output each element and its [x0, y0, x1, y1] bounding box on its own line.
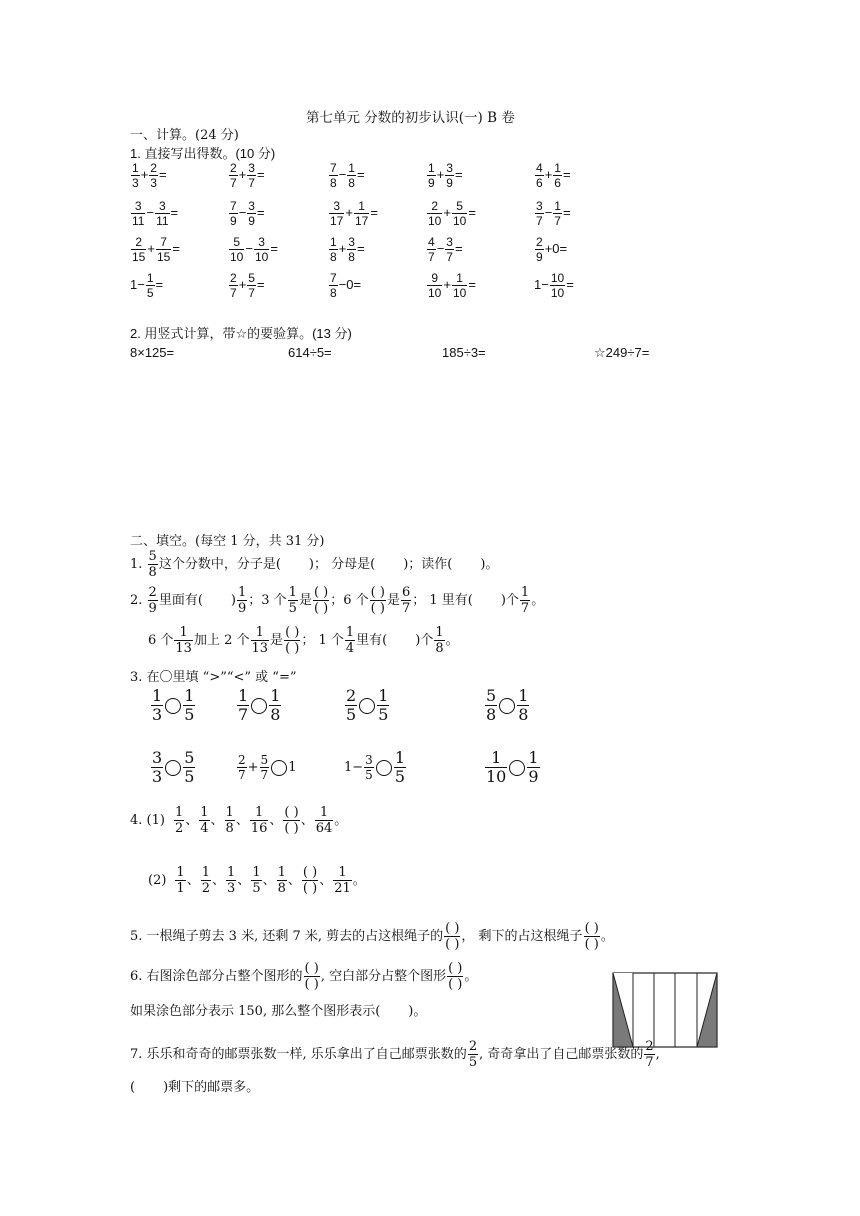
separator: 、 [237, 873, 251, 888]
fraction: $\frac{7}{9}$ [230, 199, 237, 228]
text: ； 1 里有( [412, 593, 473, 608]
vertical-calc-4: ☆249÷7= [594, 345, 650, 360]
equals: = [468, 204, 476, 220]
separator: 、 [319, 873, 333, 888]
operator: − [245, 240, 253, 256]
blank-fraction[interactable]: ( ) ( ) [448, 961, 463, 992]
fraction: $\frac{3}{11}$ [132, 199, 145, 228]
fraction: $\frac{3}{10}$ [254, 235, 269, 264]
equals: = [158, 166, 167, 182]
compare-circle[interactable] [376, 760, 392, 776]
question-number: 4. (1) [130, 813, 165, 828]
calc-item [426, 272, 476, 299]
calc-item [534, 272, 574, 299]
calc-item [426, 200, 476, 227]
fraction: $\frac{3}{5}$ [365, 753, 373, 782]
calc-item [534, 162, 571, 189]
fraction: $\frac{1}{3}$ [132, 161, 139, 190]
calc-item [228, 236, 278, 263]
text: , [655, 1047, 660, 1062]
calc-item [328, 236, 365, 263]
equals: = [566, 276, 574, 292]
fraction: $\frac{1}{2}$ [201, 865, 210, 896]
compare-item [484, 750, 541, 785]
equals: = [170, 204, 179, 220]
section-2-heading: 二、填空。(每空 1 分，共 31 分) [130, 534, 325, 549]
equals: = [370, 204, 378, 220]
operator: 1− [534, 276, 549, 292]
text: 6 个 [148, 633, 174, 648]
fill-q1 [130, 550, 498, 579]
operator: + [443, 204, 451, 220]
section-1-heading: 一、计算。(24 分) [130, 128, 239, 143]
equals: = [356, 166, 365, 182]
separator: 、 [300, 813, 314, 828]
operator: 1− [130, 276, 145, 292]
text: ( [130, 1080, 136, 1095]
fraction: $\frac{1}{8}$ [330, 235, 337, 264]
separator: 、 [235, 813, 249, 828]
operator: − [146, 204, 155, 220]
compare-circle[interactable] [165, 760, 181, 776]
calc-item [534, 236, 567, 263]
fraction: $\frac{5}{7}$ [248, 271, 255, 300]
blank-fraction[interactable]: ( ) ( ) [313, 585, 329, 616]
shaded-figure [612, 972, 718, 1048]
equals: = [172, 240, 180, 256]
fraction: $\frac{3}{7}$ [446, 235, 453, 264]
operator: − [238, 204, 247, 220]
fraction: $\frac{1}{21}$ [334, 865, 351, 896]
compare-item [150, 750, 196, 785]
fraction: $\frac{7}{8}$ [330, 161, 337, 190]
fraction: $\frac{2}{3}$ [150, 161, 157, 190]
fraction: $\frac{1}{5}$ [394, 748, 405, 786]
text: 5. 一根绳子剪去 3 米, 还剩 7 米, 剪去的占这根绳子的 [130, 929, 444, 944]
fraction: $\frac{1}{8}$ [277, 865, 286, 896]
fraction: $\frac{5}{10}$ [230, 235, 244, 264]
operator: + [247, 760, 259, 775]
text: 加上 2 个 [193, 633, 250, 648]
fill-q4-line2 [148, 866, 366, 895]
operator: 1− [344, 760, 364, 775]
equals: 0= [346, 276, 362, 292]
fraction: $\frac{2}{9}$ [536, 235, 543, 264]
fraction: $\frac{1}{5}$ [184, 686, 195, 724]
compare-item [236, 688, 282, 723]
text: )。 [480, 557, 499, 572]
operator: + [140, 166, 149, 182]
compare-item [150, 688, 196, 723]
operator: − [436, 240, 445, 256]
equals: = [562, 166, 571, 182]
text: , 空白部分占整个图形 [320, 969, 447, 984]
fraction: $\frac{1}{3}$ [227, 865, 236, 896]
fraction: $\frac{5}{10}$ [452, 199, 467, 228]
fill-q5 [130, 922, 614, 951]
equals: = [270, 240, 278, 256]
fraction: $\frac{1}{7}$ [554, 199, 561, 228]
fraction: $\frac{1}{3}$ [152, 686, 163, 724]
calc-item [228, 200, 265, 227]
equals: 0= [552, 240, 568, 256]
operator: − [544, 204, 553, 220]
vertical-calc-3: 185÷3= [442, 345, 486, 360]
fraction: $\frac{3}{11}$ [156, 199, 169, 228]
equals: = [562, 204, 571, 220]
compare-circle[interactable] [499, 698, 515, 714]
fill-q6-line2 [130, 1000, 426, 1019]
calc-item [130, 162, 167, 189]
compare-circle[interactable] [165, 698, 181, 714]
calc-item [228, 162, 265, 189]
calc-item [228, 272, 265, 299]
fraction: $\frac{1}{9}$ [528, 748, 539, 786]
fraction: $\frac{1}{5}$ [378, 686, 389, 724]
fraction: $\frac{5}{8}$ [148, 549, 157, 580]
text: 里有( [356, 633, 388, 648]
fraction: $\frac{2}{5}$ [346, 686, 357, 724]
fraction: $\frac{5}{7}$ [260, 753, 269, 782]
compare-item [484, 688, 530, 723]
operator: + [544, 240, 553, 256]
fraction: $\frac{3}{7}$ [248, 161, 255, 190]
text: ；3 个 [248, 593, 287, 608]
equals: = [468, 276, 476, 292]
operator: + [238, 166, 247, 182]
text: ) [230, 593, 236, 608]
operator: − [338, 276, 347, 292]
calc-item [130, 272, 163, 299]
fraction: $\frac{1}{2}$ [174, 805, 184, 836]
operator: + [436, 166, 445, 182]
text: ， 剩下的占这根绳子 [461, 929, 583, 944]
fraction: $\frac{1}{10}$ [452, 271, 467, 300]
fraction: $\frac{5}{8}$ [486, 686, 497, 724]
text: 这个分数中，分子是( [158, 557, 281, 572]
fraction: $\frac{1}{8}$ [225, 805, 234, 836]
separator: 、 [262, 873, 276, 888]
question-number: (2) [148, 873, 167, 888]
text: 如果涂色部分表示 150, 那么整个图形表示( [130, 1004, 381, 1019]
operator: + [443, 276, 451, 292]
fraction: $\frac{1}{9}$ [428, 161, 435, 190]
page-title: 第七单元 分数的初步认识(一) B 卷 [306, 110, 515, 126]
q1-number: 1. [130, 557, 143, 572]
period: 。 [352, 873, 366, 888]
fraction: $\frac{1}{16}$ [250, 805, 268, 836]
calc-item [328, 272, 361, 299]
compare-item [344, 688, 390, 723]
fill-q7-line2 [130, 1076, 259, 1095]
calc-item [426, 162, 463, 189]
blank-fraction[interactable]: ( ) ( ) [302, 865, 318, 896]
fill-q2-line2: 6 个 $\frac{1}{13}$ 加上 2 个 $\frac{1}{13}$ 是 ( ) ( ) ； 1 个 $\frac{1}{4}$ 里有( )个 $\frac{1}{8}$ 。 [148, 625, 459, 656]
compare-circle[interactable] [509, 760, 525, 776]
fraction: $\frac{1}{8}$ [348, 161, 355, 190]
calc-item [130, 236, 180, 263]
separator: 、 [212, 873, 226, 888]
compare-item [236, 754, 296, 781]
fraction: $\frac{3}{8}$ [348, 235, 355, 264]
fraction: $\frac{2}{7}$ [230, 161, 237, 190]
text: )个 [500, 593, 519, 608]
fill-q2-line1: 2. $\frac{2}{9}$ 里面有( ) $\frac{1}{9}$ ；3 个 $\frac{1}{5}$ 是 ( ) ( ) ；6 个 ( ) ( ) 是 $\frac{6}{7}$ ； 1 里有( )个 $\frac{1}{7}$ 。 [130, 585, 545, 616]
separator: 、 [185, 813, 199, 828]
period: 。 [334, 813, 348, 828]
fraction: $\frac{7}{15}$ [156, 235, 171, 264]
compare-circle[interactable] [271, 760, 287, 776]
text: )；读作( [403, 557, 453, 572]
fraction: $\frac{1}{7}$ [238, 686, 249, 724]
value: 1 [288, 760, 297, 775]
fill-q4-line1 [130, 806, 347, 835]
text: 里面有( [158, 593, 203, 608]
vertical-calc-2: 614÷5= [288, 345, 332, 360]
calc-item [426, 236, 463, 263]
text: )。 [408, 1004, 427, 1019]
blank-fraction[interactable]: ( ) ( ) [285, 625, 300, 656]
separator: 、 [269, 813, 283, 828]
operator: + [147, 240, 155, 256]
fraction: $\frac{2}{7}$ [238, 753, 246, 782]
text: , 奇奇拿出了自己邮票张数的 [479, 1047, 644, 1062]
text: 是 [270, 633, 284, 648]
blank-fraction[interactable]: ( ) ( ) [445, 921, 460, 952]
calc-item [130, 200, 178, 227]
equals: = [356, 240, 365, 256]
fraction: $\frac{1}{5}$ [252, 865, 261, 896]
blank-fraction[interactable]: ( ) ( ) [584, 921, 599, 952]
equals: = [256, 204, 265, 220]
fraction: $\frac{1}{17}$ [354, 199, 369, 228]
text: 。 [464, 969, 478, 984]
operator: + [238, 276, 247, 292]
fraction: $\frac{1}{8}$ [270, 686, 281, 724]
separator: 、 [186, 873, 200, 888]
equals: = [454, 240, 463, 256]
q1-label: 1. 直接写出得数。(10 分) [130, 146, 276, 161]
fraction: $\frac{3}{9}$ [248, 199, 255, 228]
equals: = [256, 166, 265, 182]
text: 是 [298, 593, 312, 608]
calc-item [534, 200, 571, 227]
compare-circle[interactable] [251, 698, 267, 714]
text: 6. 右图涂色部分占整个图形的 [130, 969, 303, 984]
fill-q3-label: 3. 在〇里填 “>”“<” 或 “=” [130, 670, 297, 685]
operator: + [345, 204, 353, 220]
fraction: $\frac{4}{7}$ [428, 235, 435, 264]
operator: − [338, 166, 347, 182]
fraction: $\frac{1}{4}$ [200, 805, 209, 836]
blank-fraction[interactable]: ( ) ( ) [370, 585, 385, 616]
text: 。 [445, 633, 459, 648]
fraction: $\frac{2}{15}$ [132, 235, 146, 264]
text: ；6 个 [330, 593, 369, 608]
fraction: $\frac{1}{6}$ [554, 161, 561, 190]
fraction: $\frac{3}{7}$ [536, 199, 543, 228]
text: )剩下的邮票多。 [163, 1080, 260, 1095]
operator: + [338, 240, 347, 256]
compare-item [344, 750, 407, 785]
fill-q7-line1: 7. 乐乐和奇奇的邮票张数一样, 乐乐拿出了自己邮票张数的 $\frac{2}{5}$ , 奇奇拿出了自己邮票张数的 $\frac{2}{7}$ , [130, 1039, 660, 1070]
fraction: $\frac{9}{10}$ [428, 271, 442, 300]
q2-number: 2. [130, 593, 143, 608]
blank-fraction[interactable]: ( ) ( ) [284, 805, 299, 836]
fraction: $\frac{7}{8}$ [330, 271, 337, 300]
fraction: $\frac{1}{10}$ [486, 748, 507, 786]
compare-circle[interactable] [359, 698, 375, 714]
q2-label: 2. 用竖式计算，带☆的要验算。(13 分) [130, 326, 352, 341]
fraction: $\frac{10}{10}$ [550, 271, 565, 300]
separator: 、 [210, 813, 224, 828]
equals: = [155, 276, 164, 292]
text: )个 [415, 633, 434, 648]
vertical-calc-1: 8×125= [130, 345, 175, 360]
fraction: $\frac{1}{64}$ [315, 805, 333, 836]
equals: = [256, 276, 265, 292]
blank-fraction[interactable]: ( ) ( ) [304, 961, 319, 992]
fraction: $\frac{1}{8}$ [518, 686, 529, 724]
fraction: $\frac{2}{10}$ [428, 199, 442, 228]
operator: + [544, 166, 553, 182]
equals: = [454, 166, 463, 182]
fraction: $\frac{3}{9}$ [446, 161, 453, 190]
fraction: $\frac{5}{5}$ [184, 748, 195, 786]
text: ； 1 个 [301, 633, 344, 648]
text: )； 分母是( [308, 557, 376, 572]
text: 。 [600, 929, 614, 944]
separator: 、 [287, 873, 301, 888]
text: 7. 乐乐和奇奇的邮票张数一样, 乐乐拿出了自己邮票张数的 [130, 1047, 467, 1062]
fraction: $\frac{3}{17}$ [330, 199, 344, 228]
text: 。 [531, 593, 545, 608]
fraction: $\frac{1}{5}$ [146, 271, 154, 300]
fraction: $\frac{4}{6}$ [536, 161, 543, 190]
fraction: $\frac{1}{1}$ [176, 865, 185, 896]
text: 是 [386, 593, 400, 608]
fraction: $\frac{2}{7}$ [230, 271, 237, 300]
calc-item [328, 200, 378, 227]
fill-q6-line1 [130, 962, 477, 991]
calc-item [328, 162, 365, 189]
fraction: $\frac{3}{3}$ [152, 748, 163, 786]
